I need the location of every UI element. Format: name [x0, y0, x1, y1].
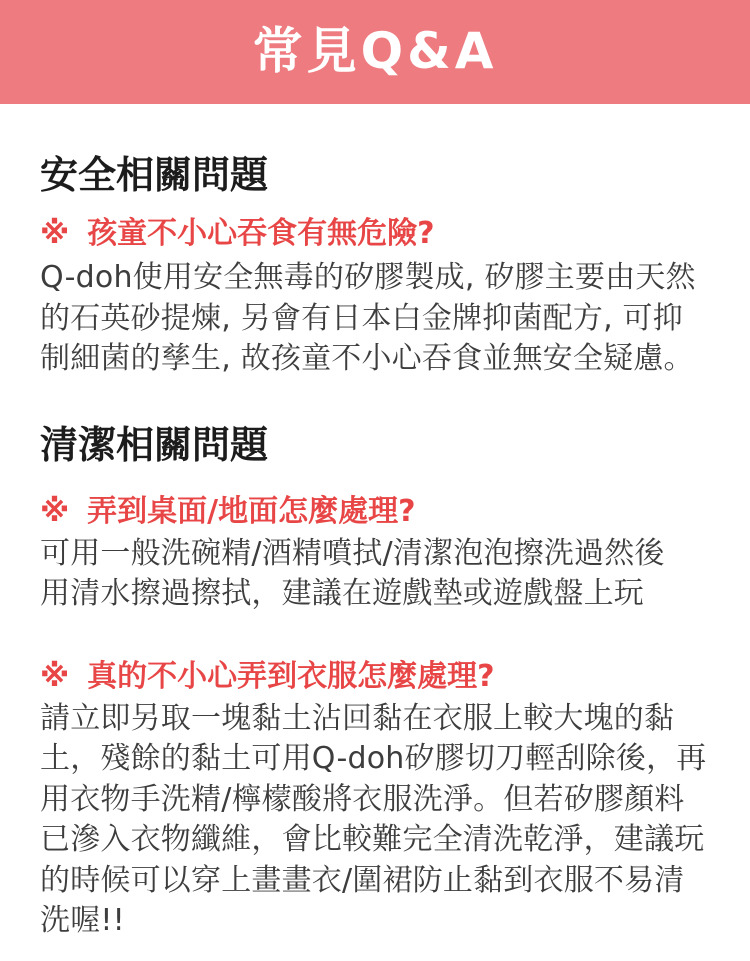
header-banner [0, 0, 750, 104]
reference-mark-icon: ※ [40, 658, 70, 694]
answer-line: 土，殘餘的黏土可用Q-doh矽膠切刀輕刮除後，再 [40, 741, 707, 776]
answer-line: 的時候可以穿上畫畫衣/圍裙防止黏到衣服不易清 [40, 862, 685, 898]
answer-line: 的石英砂提煉, 另會有日本白金牌抑菌配方, 可抑 [40, 300, 683, 336]
question-text: 弄到桌面/地面怎麼處理? [87, 493, 416, 529]
question-swallow [40, 214, 710, 254]
question-text: 孩童不小心吞食有無危險? [87, 216, 435, 251]
answer-clothes [40, 699, 710, 942]
page-title: 常見Q&A [252, 22, 498, 80]
reference-mark-icon: ※ [40, 493, 70, 529]
answer-line: 用清水擦過擦拭，建議在遊戲墊或遊戲盤上玩 [40, 576, 644, 611]
reference-mark-icon: ※ [40, 216, 70, 251]
answer-line: Q-doh使用安全無毒的矽膠製成, 矽膠主要由天然 [40, 260, 696, 295]
answer-table-floor [40, 534, 710, 615]
faq-content [0, 152, 750, 942]
question-text: 真的不小心弄到衣服怎麼處理? [87, 658, 495, 694]
answer-line: 用衣物手洗精/檸檬酸將衣服洗淨。但若矽膠顏料 [40, 781, 685, 817]
section-title-safety: 安全相關問題 [40, 153, 269, 197]
section-title-cleaning: 清潔相關問題 [40, 422, 269, 467]
answer-line: 已滲入衣物纖維，會比較難完全清洗乾淨，建議玩 [40, 822, 705, 857]
answer-line: 洗喔!! [40, 903, 125, 938]
answer-line: 可用一般洗碗精/酒精噴拭/清潔泡泡擦洗過然後 [40, 535, 665, 571]
answer-swallow [40, 258, 710, 380]
answer-line: 制細菌的孳生, 故孩童不小心吞食並無安全疑慮。 [40, 341, 694, 376]
question-clothes [40, 657, 710, 697]
answer-line: 請立即另取一塊黏土沾回黏在衣服上較大塊的黏 [40, 700, 675, 736]
question-table-floor [40, 492, 710, 532]
